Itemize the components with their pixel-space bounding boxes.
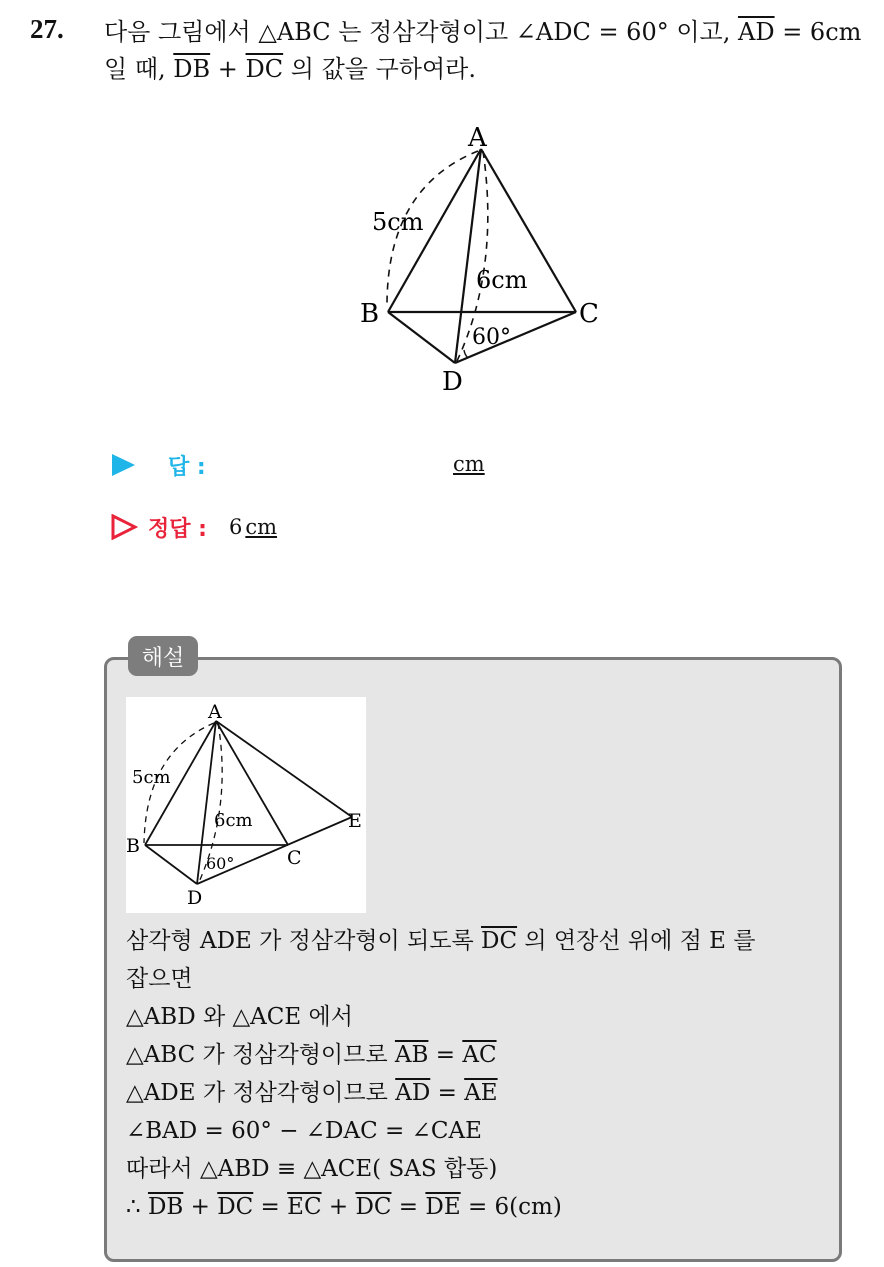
sol-label-6cm: 6cm bbox=[214, 810, 253, 831]
question-line-1: 다음 그림에서 △ABC 는 정삼각형이고 ∠ADC = 60° 이고, $\overline{AD} = 6cm$ bbox=[104, 18, 862, 46]
play-arrow-icon bbox=[110, 453, 136, 477]
outline-arrow-icon bbox=[110, 514, 138, 540]
solution-line-5: △ADE 가 정삼각형이므로 $\overline{AD} = \overline{AE}$ bbox=[126, 1080, 498, 1106]
solution-text bbox=[126, 922, 832, 1226]
sol-label-angle: 60° bbox=[206, 854, 235, 873]
label-c: C bbox=[579, 299, 599, 329]
sol-label-5cm: 5cm bbox=[132, 767, 171, 788]
solution-line-1: 삼각형 ADE 가 정삼각형이 되도록 $\overline{DC}$ 의 연장선 위에 점 E 를 bbox=[126, 928, 756, 954]
solution-figure bbox=[126, 697, 366, 913]
solution-line-7: 따라서 △ABD ≡ △ACE( SAS 합동) bbox=[126, 1156, 498, 1182]
label-6cm: 6cm bbox=[476, 266, 528, 294]
question-text bbox=[104, 14, 874, 88]
angle-arc bbox=[464, 350, 468, 358]
segment-ad: $\overline{AD}$ bbox=[737, 18, 775, 46]
edge-bd bbox=[388, 312, 455, 363]
solution-line-2: 잡으면 bbox=[126, 966, 193, 992]
correct-answer-label: 정답 : bbox=[148, 516, 207, 542]
label-a: A bbox=[468, 123, 487, 153]
label-angle: 60° bbox=[472, 325, 511, 350]
label-b: B bbox=[360, 299, 380, 329]
solution-line-4: △ABC 가 정삼각형이므로 $\overline{AB} = \overline{AC}$ bbox=[126, 1042, 497, 1068]
answer-row bbox=[110, 448, 206, 482]
segment-dc: $\overline{DC}$ bbox=[245, 55, 284, 83]
solution-line-3: △ABD 와 △ACE 에서 bbox=[126, 1004, 353, 1030]
correct-answer-value: 6 cm bbox=[228, 515, 278, 539]
sol-label-e: E bbox=[348, 810, 362, 832]
answer-label: 답 : bbox=[168, 454, 206, 480]
segment-db: $\overline{DB}$ bbox=[173, 55, 211, 83]
solution-line-6: ∠BAD = 60° − ∠DAC = ∠CAE bbox=[126, 1118, 482, 1144]
sol-edge-bd bbox=[145, 845, 197, 884]
sol-label-b: B bbox=[126, 835, 140, 857]
sol-edge-ae bbox=[216, 721, 352, 817]
sol-label-a: A bbox=[208, 701, 222, 723]
correct-answer-row bbox=[110, 510, 277, 544]
solution-line-8: ∴ $\overline{DB} + \overline{DC} = \overline{EC} + \overline{DC} = \overline{DE} = 6(cm)$ bbox=[126, 1194, 562, 1220]
question-number: 27. bbox=[30, 14, 64, 44]
label-5cm: 5cm bbox=[372, 208, 424, 236]
label-d: D bbox=[442, 367, 463, 397]
answer-unit: cm bbox=[453, 452, 485, 476]
sol-label-c: C bbox=[287, 847, 302, 869]
sol-label-d: D bbox=[187, 887, 203, 909]
question-line-2: 일 때, $\overline{DB} + \overline{DC}$ 의 값을 구하여라. bbox=[104, 55, 476, 83]
solution-tag: 해설 bbox=[128, 636, 198, 676]
triangle-figure bbox=[350, 118, 610, 403]
